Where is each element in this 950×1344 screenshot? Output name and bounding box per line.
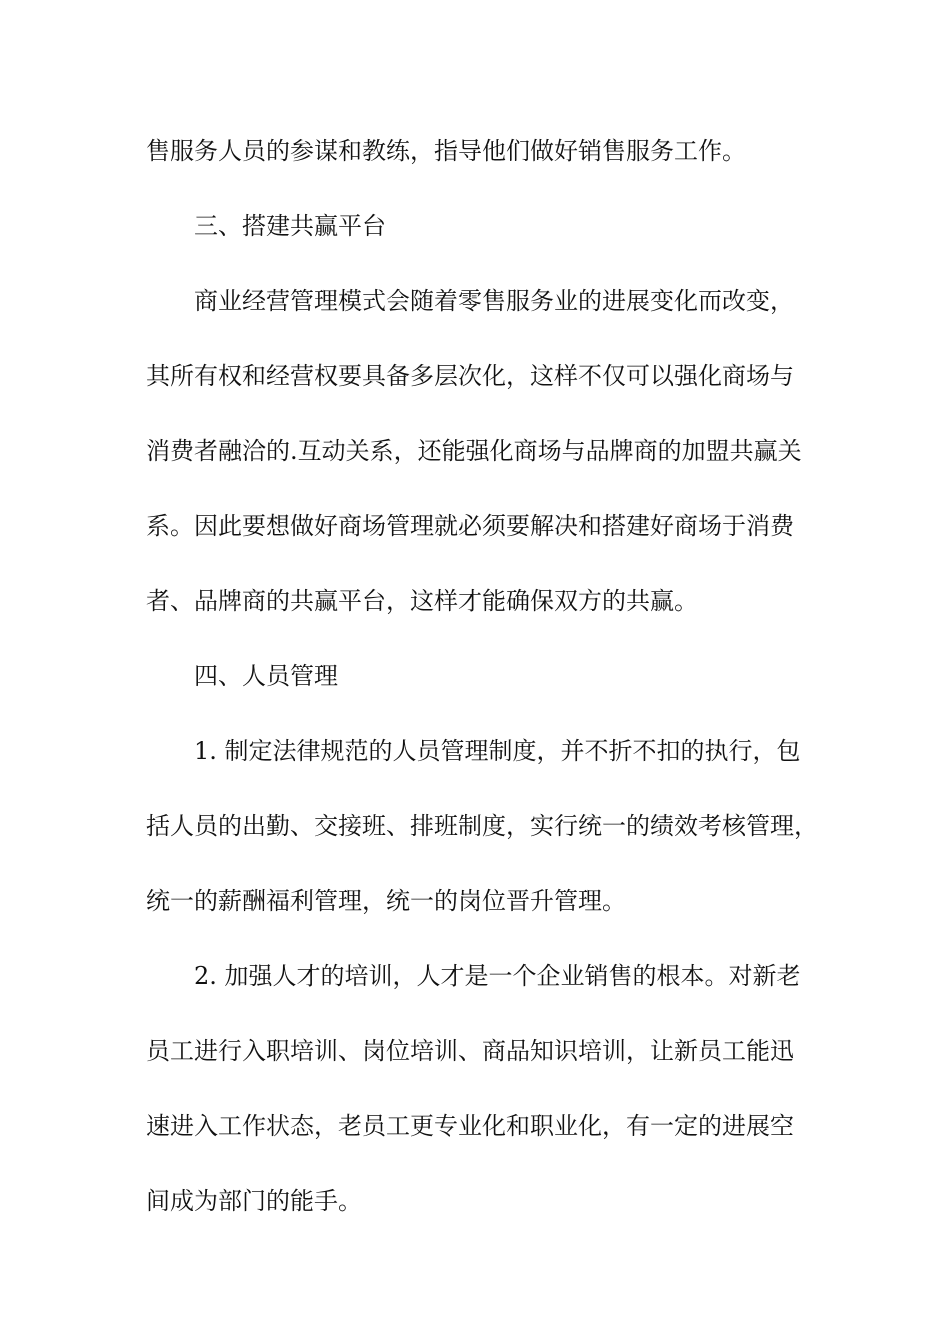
paragraph-line: 系。因此要想做好商场管理就必须要解决和搭建好商场于消费 [146, 512, 794, 540]
paragraph-line: 其所有权和经营权要具备多层次化，这样不仅可以强化商场与 [146, 362, 794, 390]
section-heading: 四、人员管理 [194, 662, 338, 690]
paragraph-line: 1. 制定法律规范的人员管理制度，并不折不扣的执行，包 [194, 737, 801, 765]
paragraph-line: 员工进行入职培训、岗位培训、商品知识培训，让新员工能迅 [146, 1037, 794, 1065]
section-heading: 三、搭建共赢平台 [194, 212, 386, 240]
paragraph-line: 间成为部门的能手。 [146, 1187, 362, 1215]
paragraph-line: 括人员的出勤、交接班、排班制度，实行统一的绩效考核管理， [146, 812, 818, 840]
paragraph-line: 2. 加强人才的培训，人才是一个企业销售的根本。对新老 [194, 962, 801, 990]
paragraph-line: 速进入工作状态，老员工更专业化和职业化，有一定的进展空 [146, 1112, 794, 1140]
paragraph-line: 售服务人员的参谋和教练，指导他们做好销售服务工作。 [146, 137, 746, 165]
paragraph-line: 消费者融洽的.互动关系，还能强化商场与品牌商的加盟共赢关 [146, 437, 802, 465]
paragraph-line: 者、品牌商的共赢平台，这样才能确保双方的共赢。 [146, 587, 698, 615]
paragraph-line: 统一的薪酬福利管理，统一的岗位晋升管理。 [146, 887, 626, 915]
paragraph-line: 商业经营管理模式会随着零售服务业的进展变化而改变， [194, 287, 794, 315]
